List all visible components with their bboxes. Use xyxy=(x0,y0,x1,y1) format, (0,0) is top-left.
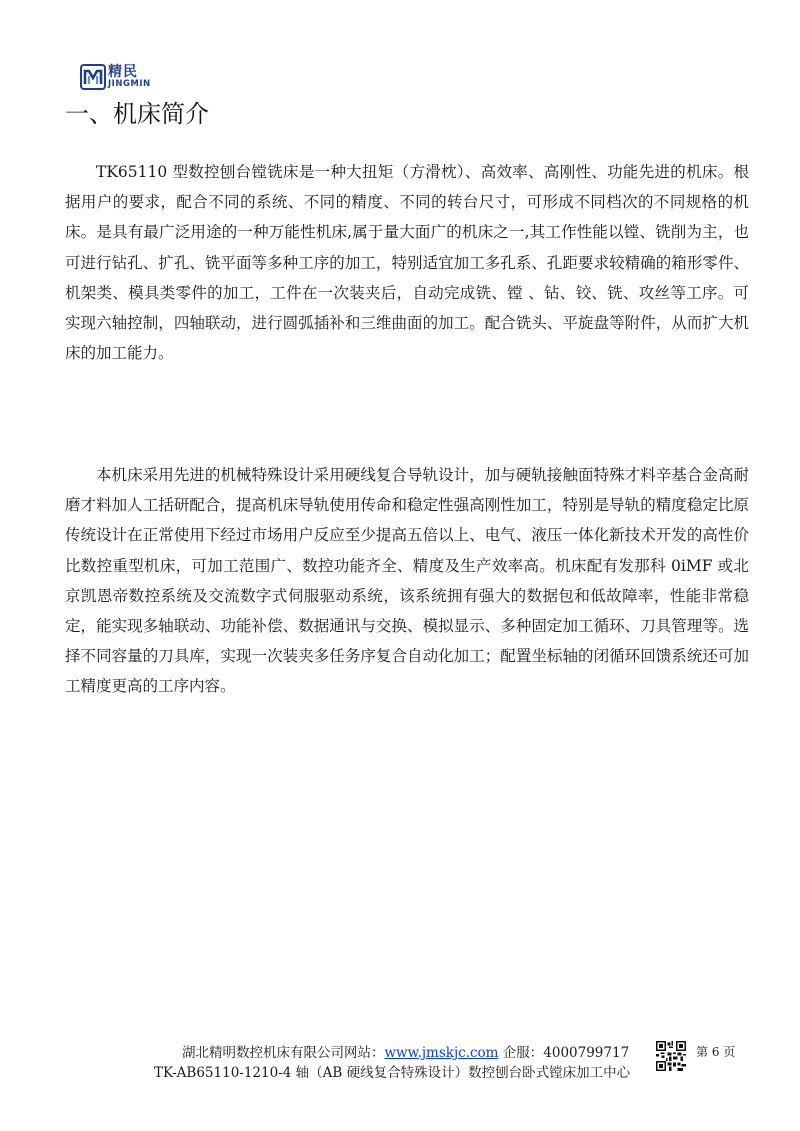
jingmin-logo-icon xyxy=(80,64,106,90)
company-logo xyxy=(80,62,210,92)
logo-text xyxy=(108,65,151,89)
website-link[interactable]: www.jmskjc.com xyxy=(384,1045,499,1061)
footer-company: 湖北精明数控机床有限公司网站： xyxy=(182,1045,385,1061)
logo-cn: 精民 xyxy=(108,64,138,81)
footer-service: 企服：4000799717 xyxy=(498,1045,630,1061)
footer-contact-line xyxy=(182,1044,629,1062)
page-number: 第 6 页 xyxy=(696,1045,736,1059)
intro-paragraph-2: 本机床采用先进的机械特殊设计采用硬线复合导轨设计，加与硬轨接触面特殊才料辛基合金高耐磨才料加人工括研配合，提高机床导轨使用传命和稳定性强高刚性加工，特别是导轨的精度稳定比原传统设计在正常使用下经过市场用户反应至少提高五倍以上、电气、液压一体化新技术开发的高性价比数控重型机床，可加工范围广、数控功能齐全、精度及生产效率高。机床配有发那科 0iMF 或北京凯恩帝数控系统及交流数字式伺服驱动系统，该系统拥有强大的数据包和低故障率，性能非常稳定，能实现多轴联动、功能补偿、数据通讯与交换、模拟显示、多种固定加工循环、刀具管理等。选择不同容量的刀具库，实现一次装夹多任务序复合自动化加工；配置坐标轴的闭循环回馈系统还可加工精度更高的工序内容。 xyxy=(65,466,749,696)
logo-en: JINGMIN xyxy=(108,79,151,90)
intro-paragraph-1: TK65110 型数控刨台镗铣床是一种大扭矩（方滑枕）、高效率、高刚性、功能先进的机床。根据用户的要求，配合不同的系统、不同的精度、不同的转台尺寸，可形成不同档次的不同规格的机床。是具有最广泛用途的一种万能性机床,属于量大面广的机床之一,其工作性能以镗、铣削为主，也可进行钻孔、扩孔、铣平面等多种工序的加工，特别适宜加工多孔系、孔距要求较精确的箱形零件、机架类、模具类零件的加工，工件在一次装夹后，自动完成铣、镗 、钻、铰、铣、攻丝等工序。可实现六轴控制，四轴联动，进行圆弧插补和三维曲面的加工。配合铣头、平旋盘等附件，从而扩大机床的加工能力。 xyxy=(65,163,749,363)
footer-product-line: TK-AB65110-1210-4 轴（AB 硬线复合特殊设计）数控刨台卧式镗床加工中心 xyxy=(154,1065,631,1081)
section-heading: 一、机床简介 xyxy=(65,100,209,128)
qr-code-icon xyxy=(656,1041,686,1071)
